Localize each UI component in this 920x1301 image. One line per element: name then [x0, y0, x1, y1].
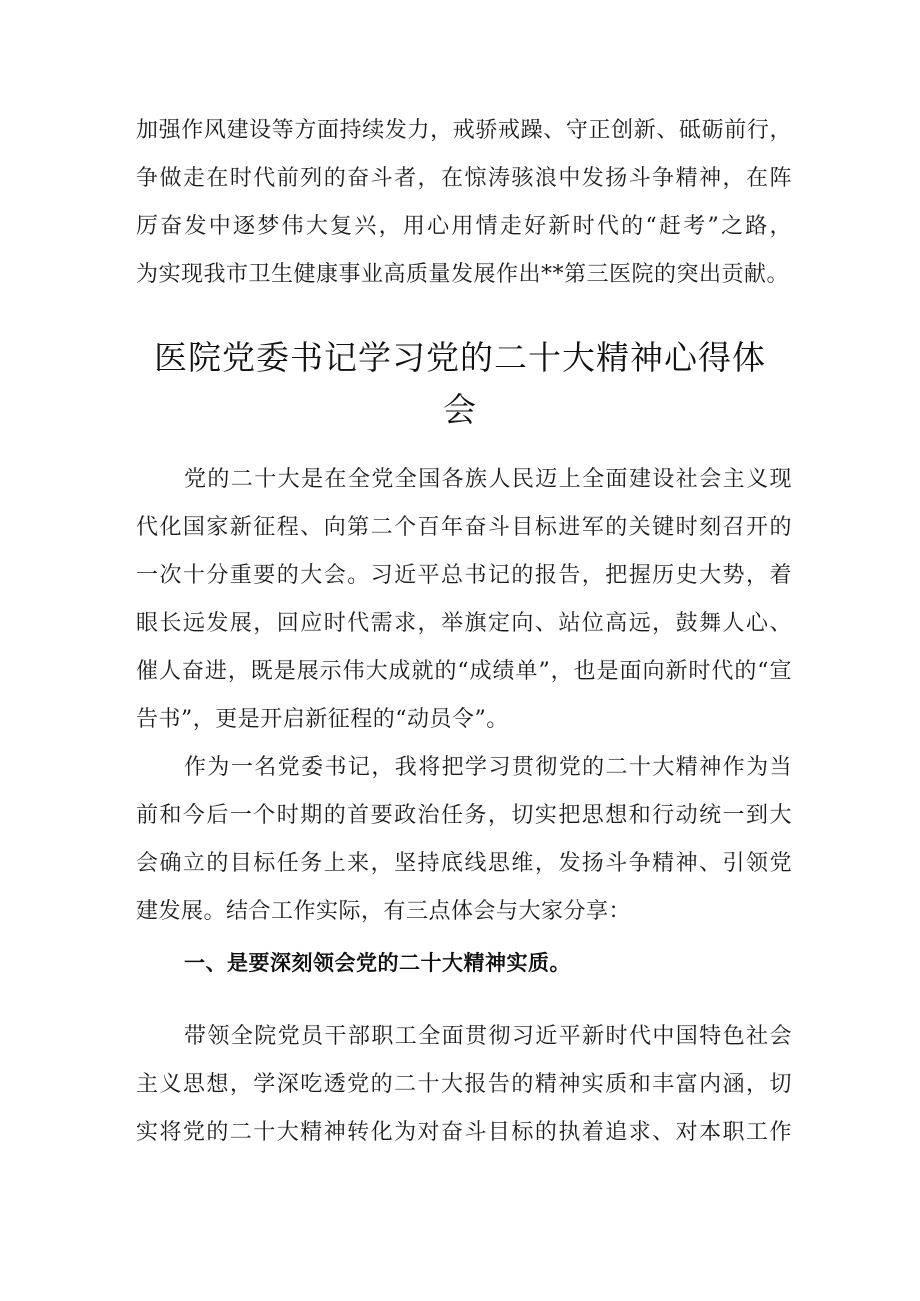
paragraph-2-line-4: 建发展。结合工作实际，有三点体会与大家分享：	[136, 899, 632, 924]
intro-line-1: 加强作风建设等方面持续发力，戒骄戒躁、守正创新、砥砺前行，	[136, 118, 792, 143]
paragraph-3-line-2: 主义思想，学深吃透党的二十大报告的精神实质和丰富内涵，切	[136, 1072, 792, 1097]
intro-line-4: 为实现我市卫生健康事业高质量发展作出**第三医院的突出贡献。	[136, 262, 790, 287]
paragraph-1-line-5: 催人奋进，既是展示伟大成就的“成绩单”，也是面向新时代的“宣	[136, 659, 792, 684]
paragraph-1-line-4: 眼长远发展，回应时代需求，举旗定向、站位高远，鼓舞人心、	[136, 611, 792, 636]
article-title-line-2: 会	[443, 390, 477, 429]
paragraph-2-line-2: 前和今后一个时期的首要政治任务，切实把思想和行动统一到大	[136, 803, 792, 828]
intro-line-3: 厉奋发中逐梦伟大复兴，用心用情走好新时代的“赶考”之路，	[136, 214, 792, 239]
article-title-line-1: 医院党委书记学习党的二十大精神心得体	[154, 338, 766, 377]
section-1-heading: 一、是要深刻领会党的二十大精神实质。	[184, 951, 571, 975]
paragraph-1-line-3: 一次十分重要的大会。习近平总书记的报告，把握历史大势，着	[136, 563, 792, 588]
paragraph-3-line-3: 实将党的二十大精神转化为对奋斗目标的执着追求、对本职工作	[136, 1120, 792, 1145]
intro-line-2: 争做走在时代前列的奋斗者，在惊涛骇浪中发扬斗争精神，在阵	[136, 166, 792, 191]
paragraph-1-line-1: 党的二十大是在全党全国各族人民迈上全面建设社会主义现	[184, 467, 792, 492]
paragraph-1-line-6: 告书”，更是开启新征程的“动员令”。	[136, 707, 509, 732]
paragraph-3-line-1: 带领全院党员干部职工全面贯彻习近平新时代中国特色社会	[184, 1024, 792, 1049]
paragraph-1-line-2: 代化国家新征程、向第二个百年奋斗目标进军的关键时刻召开的	[136, 515, 792, 540]
paragraph-2-line-1: 作为一名党委书记，我将把学习贯彻党的二十大精神作为当	[184, 755, 792, 780]
paragraph-2-line-3: 会确立的目标任务上来，坚持底线思维，发扬斗争精神、引领党	[136, 851, 792, 876]
